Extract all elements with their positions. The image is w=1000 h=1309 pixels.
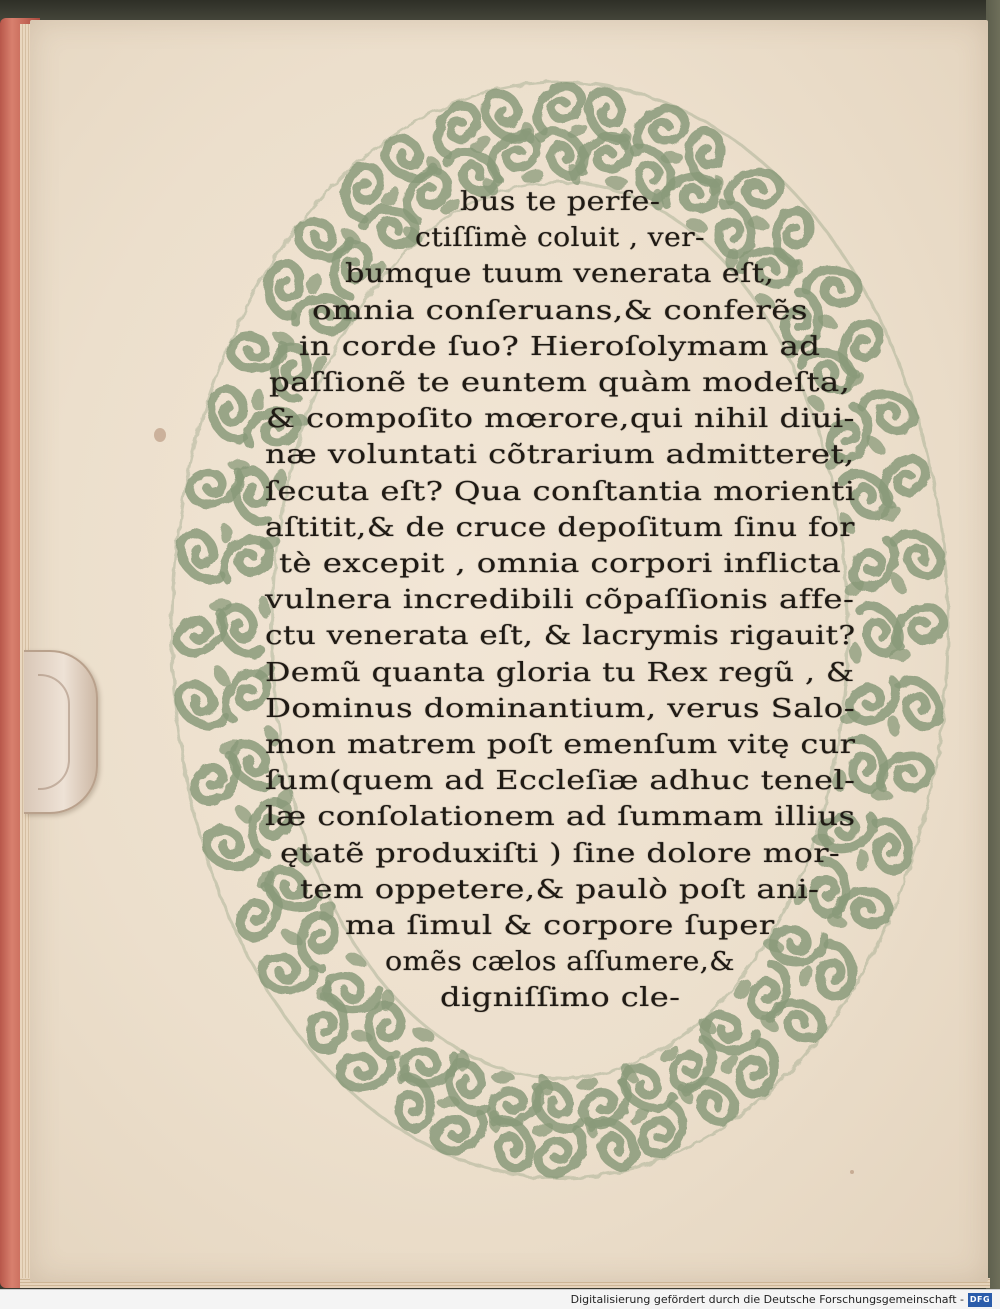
ornament-leaf	[251, 388, 265, 411]
text-line: omẽs cælos aſſumere,&	[385, 947, 735, 978]
text-line: bumque tuum venerata eſt,	[345, 259, 775, 290]
ornament-leaf	[218, 522, 234, 546]
ornament-leaf	[796, 963, 815, 988]
text-line: bus te perfe-	[460, 187, 661, 217]
text-line: ſecuta eſt? Qua conſtantia morienti	[265, 476, 856, 507]
text-line: & compoſito mœrore,qui nihil diui-	[265, 404, 855, 435]
text-line: ętatẽ produxiſti ) ſine dolore mor-	[280, 838, 841, 869]
ornament-leaf	[855, 849, 869, 872]
text-line: in corde ſuo? Hieroſolymam ad	[299, 331, 821, 362]
text-line: vulnera incredibili cõpaſſionis affe-	[265, 585, 855, 616]
text-line: ctiſſimè coluit , ver-	[415, 223, 705, 254]
text-line: paſſionẽ te euntem quàm modeſta,	[269, 368, 851, 398]
ornament-swirl	[236, 882, 283, 942]
ornament-swirl	[327, 976, 380, 1010]
text-line: digniſſimo cle-	[440, 983, 681, 1014]
text-line: ctu venerata eſt, & lacrymis rigauit?	[265, 621, 856, 652]
text-line: næ voluntati cõtrarium admitteret,	[265, 440, 855, 471]
digitization-footer	[0, 1289, 1000, 1309]
text-line: mon matrem poſt emenſum vitę cur	[265, 730, 856, 760]
ornament-leaf	[886, 714, 902, 738]
text-line: læ conſolationem ad ſummam illius	[265, 802, 856, 833]
text-line: omnia conſeruans,& conferẽs	[311, 295, 808, 326]
dfg-logo: DFG	[968, 1293, 992, 1307]
funding-credit: Digitalisierung gefördert durch die Deutsche Forschungsgemeinschaft -	[570, 1293, 964, 1306]
text-line: aſtitit,& de cruce depoſitum ſinu for	[265, 512, 855, 543]
text-line: ma ſimul & corpore ſuper	[345, 911, 775, 941]
ornament-leaf	[412, 1026, 436, 1043]
ornament-swirl	[486, 1076, 548, 1132]
text-line: tem oppetere,& paulò poſt ani-	[300, 874, 820, 905]
ornament-swirl	[301, 915, 335, 968]
text-line: ſum(quem ad Eccleſiæ adhuc tenel-	[265, 766, 856, 797]
ornament-swirl	[573, 129, 635, 185]
ornament-leaf	[492, 1071, 514, 1084]
text-line: Demũ quanta gloria tu Rex regũ , &	[265, 657, 855, 688]
text-line: tè excepit , omnia corpori inflicta	[278, 549, 841, 579]
text-line: Dominus dominantium, verus Salo-	[265, 693, 856, 724]
